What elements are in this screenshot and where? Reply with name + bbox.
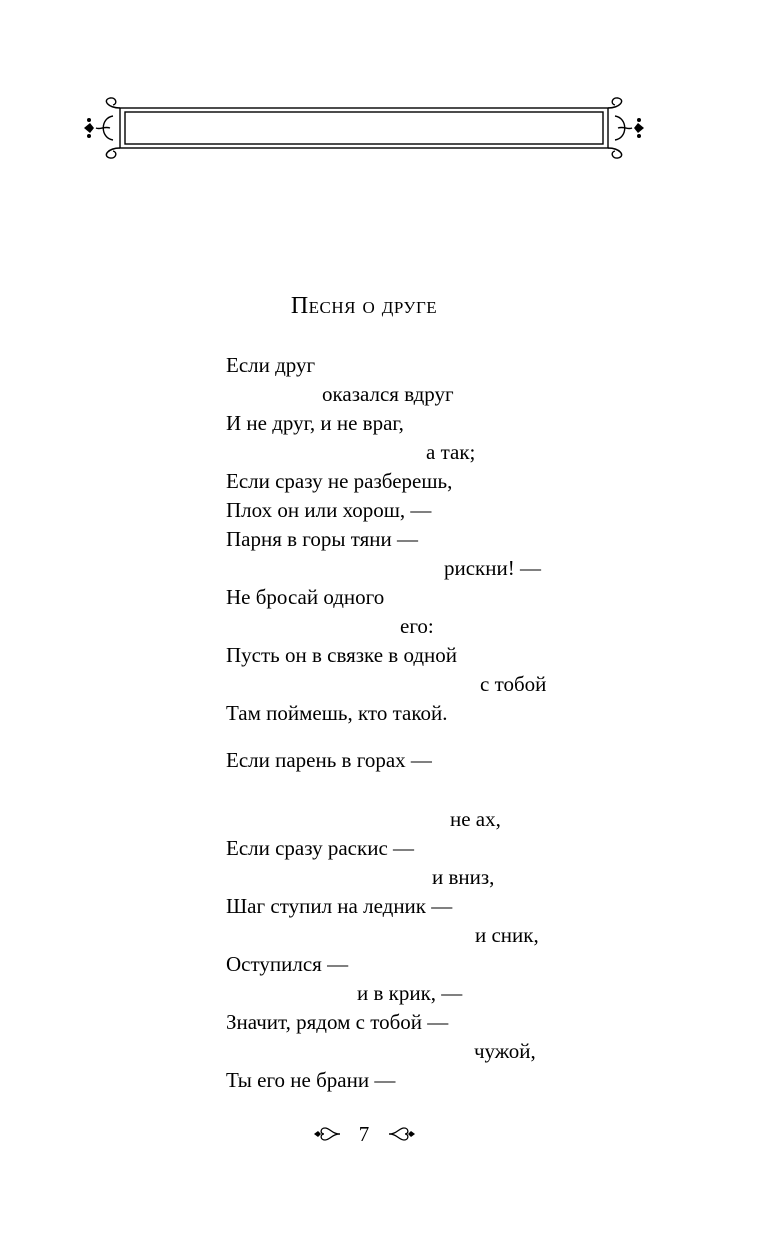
- poem-line: Не бросай одного: [226, 585, 385, 609]
- poem-line: оказался вдруг: [322, 382, 454, 406]
- poem-line: Плох он или хорош, —: [226, 498, 432, 522]
- poem-line: Если сразу раскис —: [226, 836, 415, 860]
- poem-line: Если сразу не разберешь,: [226, 469, 453, 493]
- poem-line: чужой,: [474, 1039, 536, 1063]
- poem-line: и сник,: [475, 923, 539, 947]
- poem-line: Если друг: [226, 353, 316, 377]
- page-footer: [0, 1120, 728, 1147]
- poem-line: и в крик, —: [357, 981, 463, 1005]
- poem-line: Оступился —: [226, 952, 349, 976]
- poem-line: с тобой: [480, 672, 547, 696]
- poem-line: Если парень в горах —: [226, 748, 432, 772]
- poem-title: Песня о друге: [290, 293, 438, 319]
- poem-line: а так;: [426, 440, 476, 464]
- poem-line: Пусть он в связке в одной: [226, 643, 458, 667]
- poem-line: и вниз,: [432, 865, 495, 889]
- fleuron-right-icon: [387, 1124, 417, 1144]
- poem-line: И не друг, и не враг,: [226, 411, 404, 435]
- page-number: 7: [358, 1121, 370, 1146]
- poem-line: не ах,: [450, 807, 501, 831]
- poem-line: рискни! —: [444, 556, 541, 580]
- poem-line: Шаг ступил на ледник —: [226, 894, 453, 918]
- fleuron-left-icon: [312, 1124, 342, 1144]
- poem-line: Значит, рядом с тобой —: [226, 1010, 449, 1034]
- poem-line: Парня в горы тяни —: [226, 527, 419, 551]
- poem-line: Ты его не брани —: [226, 1068, 396, 1092]
- poem-line: Там поймешь, кто такой.: [226, 701, 448, 725]
- poem-line: его:: [400, 614, 434, 638]
